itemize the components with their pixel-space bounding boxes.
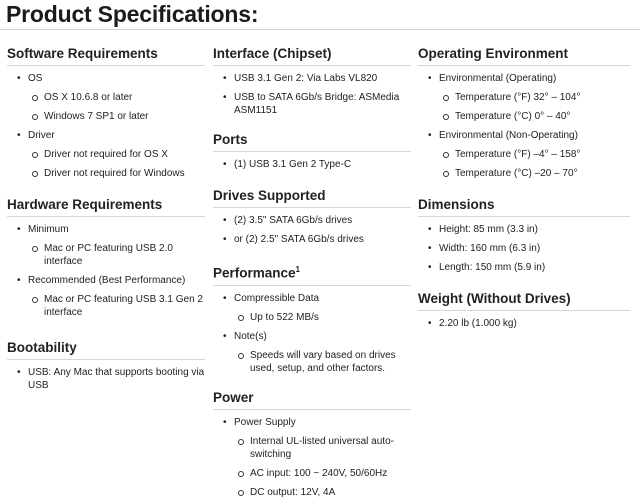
section-software-requirements (7, 45, 205, 180)
section-title: Ports (213, 131, 411, 152)
list-subitem: Up to 522 MB/s (213, 311, 411, 324)
footnote-marker: 1 (295, 265, 300, 274)
list-item: • 2.20 lb (1.000 kg) (418, 317, 630, 330)
section-title (213, 261, 411, 286)
list-subitem: Mac or PC featuring USB 2.0 interface (7, 242, 205, 268)
list-item: • Length: 150 mm (5.9 in) (418, 261, 630, 274)
spec-list (213, 72, 411, 117)
spec-list (418, 223, 630, 274)
list-subitem: Driver not required for Windows (7, 167, 205, 180)
section-operating-environment (418, 45, 630, 180)
list-item: • USB: Any Mac that supports booting via USB (7, 366, 205, 392)
list-subitem: Internal UL-listed universal auto-switching (213, 435, 411, 461)
list-item: • Minimum (7, 223, 205, 236)
list-subitem: Temperature (°C) 0° – 40° (418, 110, 630, 123)
list-subitem: AC input: 100 ~ 240V, 50/60Hz (213, 467, 411, 480)
spec-list (7, 72, 205, 180)
section-performance (213, 261, 411, 375)
section-ports (213, 131, 411, 171)
title-divider (0, 29, 640, 30)
section-title: Power (213, 389, 411, 410)
section-title: Drives Supported (213, 187, 411, 208)
list-subitem: Driver not required for OS X (7, 148, 205, 161)
spec-list (213, 214, 411, 246)
list-item: • or (2) 2.5" SATA 6Gb/s drives (213, 233, 411, 246)
section-title: Bootability (7, 339, 205, 360)
column-middle (213, 45, 411, 499)
list-subitem: Windows 7 SP1 or later (7, 110, 205, 123)
list-item: • Compressible Data (213, 292, 411, 305)
section-hardware-requirements (7, 196, 205, 319)
section-title: Software Requirements (7, 45, 205, 66)
list-item: • Environmental (Non-Operating) (418, 129, 630, 142)
page-title: Product Specifications: (6, 1, 259, 27)
list-item: • Note(s) (213, 330, 411, 343)
list-item: • Environmental (Operating) (418, 72, 630, 85)
column-right (418, 45, 630, 330)
list-subitem: Temperature (°F) –4° – 158° (418, 148, 630, 161)
spec-list (7, 366, 205, 392)
list-item: • USB 3.1 Gen 2: Via Labs VL820 (213, 72, 411, 85)
spec-list (418, 72, 630, 180)
list-subitem: Speeds will vary based on drives used, setup, and other factors. (213, 349, 411, 375)
list-item: • OS (7, 72, 205, 85)
spec-list (213, 158, 411, 171)
list-item: • Recommended (Best Performance) (7, 274, 205, 287)
section-title: Interface (Chipset) (213, 45, 411, 66)
list-item: • Width: 160 mm (6.3 in) (418, 242, 630, 255)
list-subitem: Mac or PC featuring USB 3.1 Gen 2 interface (7, 293, 205, 319)
list-subitem: DC output: 12V, 4A (213, 486, 411, 499)
column-left (7, 45, 205, 392)
section-bootability (7, 339, 205, 392)
section-power (213, 389, 411, 499)
list-subitem: Temperature (°F) 32° – 104° (418, 91, 630, 104)
list-item: • USB to SATA 6Gb/s Bridge: ASMedia ASM1151 (213, 91, 411, 117)
section-title-text: Performance (213, 265, 296, 281)
list-subitem: Temperature (°C) –20 – 70° (418, 167, 630, 180)
spec-list (7, 223, 205, 319)
section-title: Weight (Without Drives) (418, 290, 630, 311)
list-subitem: OS X 10.6.8 or later (7, 91, 205, 104)
section-weight (418, 290, 630, 330)
spec-list (213, 416, 411, 499)
section-title: Hardware Requirements (7, 196, 205, 217)
list-item: • Power Supply (213, 416, 411, 429)
section-drives-supported (213, 187, 411, 246)
list-item: • (1) USB 3.1 Gen 2 Type-C (213, 158, 411, 171)
list-item: • Driver (7, 129, 205, 142)
spec-list (213, 292, 411, 375)
list-item: • Height: 85 mm (3.3 in) (418, 223, 630, 236)
section-interface (213, 45, 411, 117)
spec-list (418, 317, 630, 330)
section-dimensions (418, 196, 630, 274)
section-title: Dimensions (418, 196, 630, 217)
section-title: Operating Environment (418, 45, 630, 66)
list-item: • (2) 3.5" SATA 6Gb/s drives (213, 214, 411, 227)
